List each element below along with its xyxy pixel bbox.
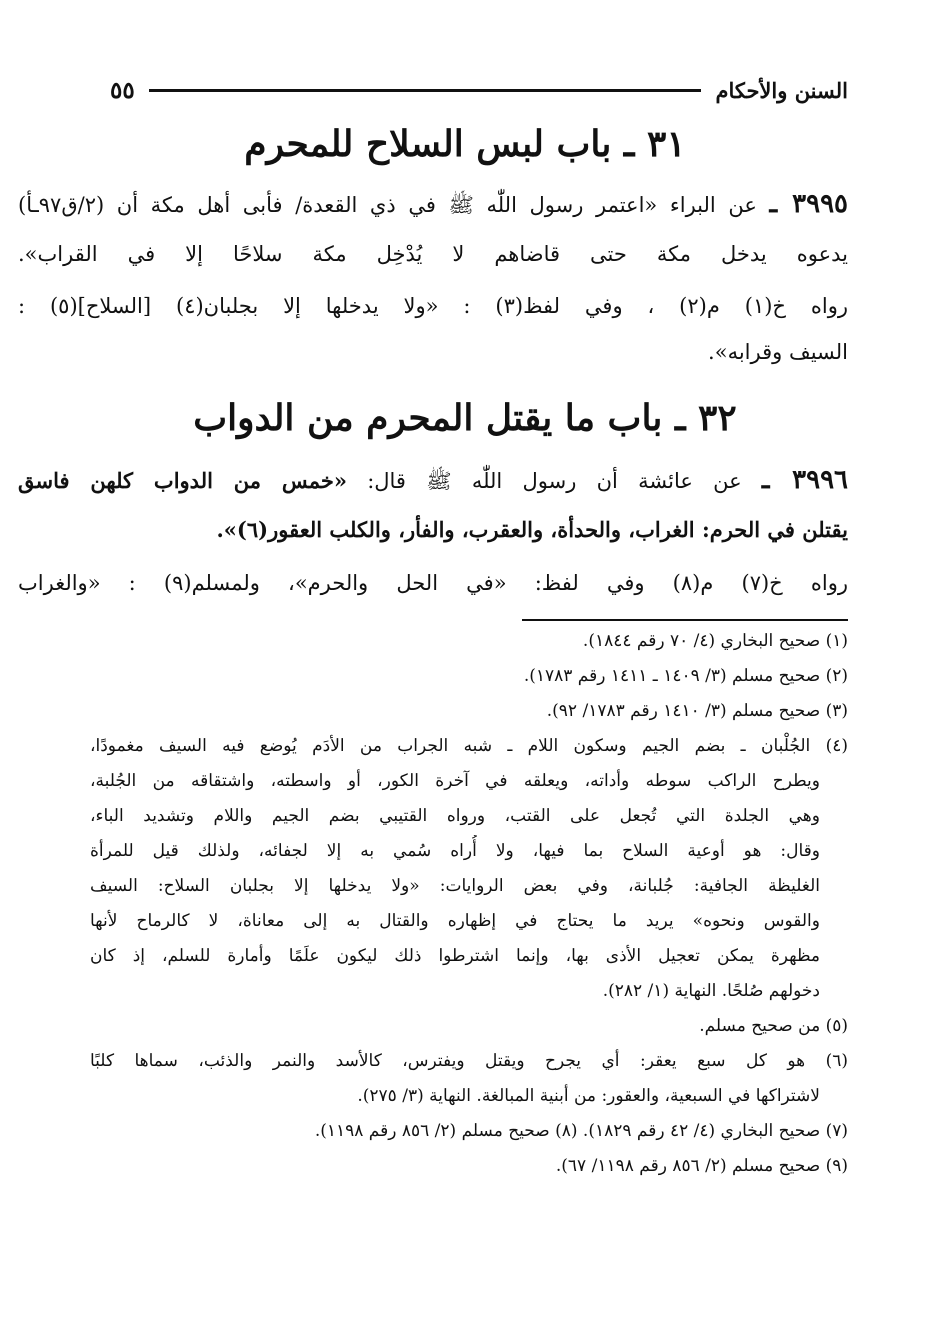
footnote-line: (٤) الجُلْبان ـ بضم الجيم وسكون اللام ـ شبه الجراب من الأدَم يُوضع فيه السيف مغمودًا، bbox=[90, 736, 848, 756]
footnote-line: لاشتراكها في السبعية، والعقور: من أبنية المبالغة. النهاية (٣/ ٢٧٥). bbox=[357, 1086, 820, 1106]
footnote-line: دخولهم صُلحًا. النهاية (١/ ٢٨٢). bbox=[602, 981, 820, 1001]
hadith-3996-line-1 bbox=[18, 460, 848, 500]
hadith-3996-quote-1: «خمس من الدواب كلهن فاسق bbox=[18, 468, 347, 493]
chapter-31-title: ٣١ ـ باب لبس السلاح للمحرم bbox=[244, 123, 686, 165]
hadith-3995-line-4: السيف وقرابه». bbox=[708, 340, 848, 364]
hadith-3995-text-1: عن البراء «اعتمر رسول اللّٰه ﷺ في ذي القعدة/ فأبى أهل مكة أن (٢/ق٩٧ـأ) bbox=[18, 193, 757, 217]
hadith-3995-line-3: رواه خ(١) م(٢) ، وفي لفظ(٣) : «ولا يدخلها إلا بجلبان(٤) [السلاح](٥) : bbox=[18, 294, 848, 318]
hadith-3995-line-2: يدعوه يدخل مكة حتى قاضاهم لا يُدْخِل مكة سلاحًا إلا في القراب». bbox=[18, 242, 848, 266]
footnote-separator bbox=[522, 619, 848, 621]
footnote-line: والقوس ونحوه» يريد ما يحتاج في إظهاره والقتال به إلى معاناة، لا كالرماح لأنها bbox=[90, 911, 820, 931]
page-number: ٥٥ bbox=[110, 76, 135, 104]
running-head-rule bbox=[149, 89, 702, 92]
footnote-line: (١) صحيح البخاري (٤/ ٧٠ رقم ١٨٤٤). bbox=[582, 631, 848, 651]
footnote-line: وهي الجلدة التي تُجعل على القتب، ورواه القتيبي بضم الجيم واللام وتشديد الباء، bbox=[90, 806, 820, 826]
hadith-3996-text-1: عن عائشة أن رسول اللّٰه ﷺ قال: bbox=[346, 469, 742, 493]
hadith-3996-number: ٣٩٩٦ ـ bbox=[761, 465, 848, 495]
hadith-3996-line-2: يقتلن في الحرم: الغراب، والحدأة، والعقرب، والفأر، والكلب العقور(٦)». bbox=[216, 517, 848, 542]
footnote-line: (٣) صحيح مسلم (٣/ ١٤١٠ رقم ١٧٨٣/ ٩٢). bbox=[546, 701, 848, 721]
footnote-line: مظهرة يمكن تعجيل الأذى بها، وإنما اشترطوا ذلك ليكون علَمًا وأمارة للسلم، إذ كان bbox=[90, 946, 820, 966]
footnote-line: (٧) صحيح البخاري (٤/ ٤٢ رقم ١٨٢٩). (٨) صحيح مسلم (٢/ ٨٥٦ رقم ١١٩٨). bbox=[314, 1121, 848, 1141]
footnote-line: (٢) صحيح مسلم (٣/ ١٤٠٩ ـ ١٤١١ رقم ١٧٨٣). bbox=[523, 666, 848, 686]
footnote-line: (٦) هو كل سبع يعقر: أي يجرح ويقتل ويفترس، كالأسد والنمر والذئب، سماها كلبًا bbox=[90, 1051, 848, 1071]
footnote-line: (٥) من صحيح مسلم. bbox=[699, 1016, 848, 1036]
hadith-3995-number: ٣٩٩٥ ـ bbox=[769, 189, 848, 219]
footnote-line: ويطرح الراكب سوطه وأداته، ويعلقه في آخرة الكور، أو واسطته، واشتقاقه من الجُلبة، bbox=[90, 771, 820, 791]
footnote-line: (٩) صحيح مسلم (٢/ ٨٥٦ رقم ١١٩٨/ ٦٧). bbox=[555, 1156, 848, 1176]
chapter-32-title: ٣٢ ـ باب ما يقتل المحرم من الدواب bbox=[193, 397, 737, 439]
footnote-line: الغليظة الجافية: جُلبانة، وفي بعض الروايات: «ولا يدخلها إلا بجلبان السلاح: السيف bbox=[90, 876, 820, 896]
footnote-line: وقال: هو أوعية السلاح بما فيها، ولا أُراه سُمي به إلا لجفائه، ولذلك قيل للمرأة bbox=[90, 841, 820, 861]
running-head-title: السنن والأحكام bbox=[715, 77, 848, 103]
hadith-3996-line-3: رواه خ(٧) م(٨) وفي لفظ: «في الحل والحرم»، ولمسلم(٩) : «والغراب bbox=[18, 571, 848, 595]
hadith-3995-line-1 bbox=[18, 184, 848, 224]
running-head bbox=[110, 70, 848, 110]
